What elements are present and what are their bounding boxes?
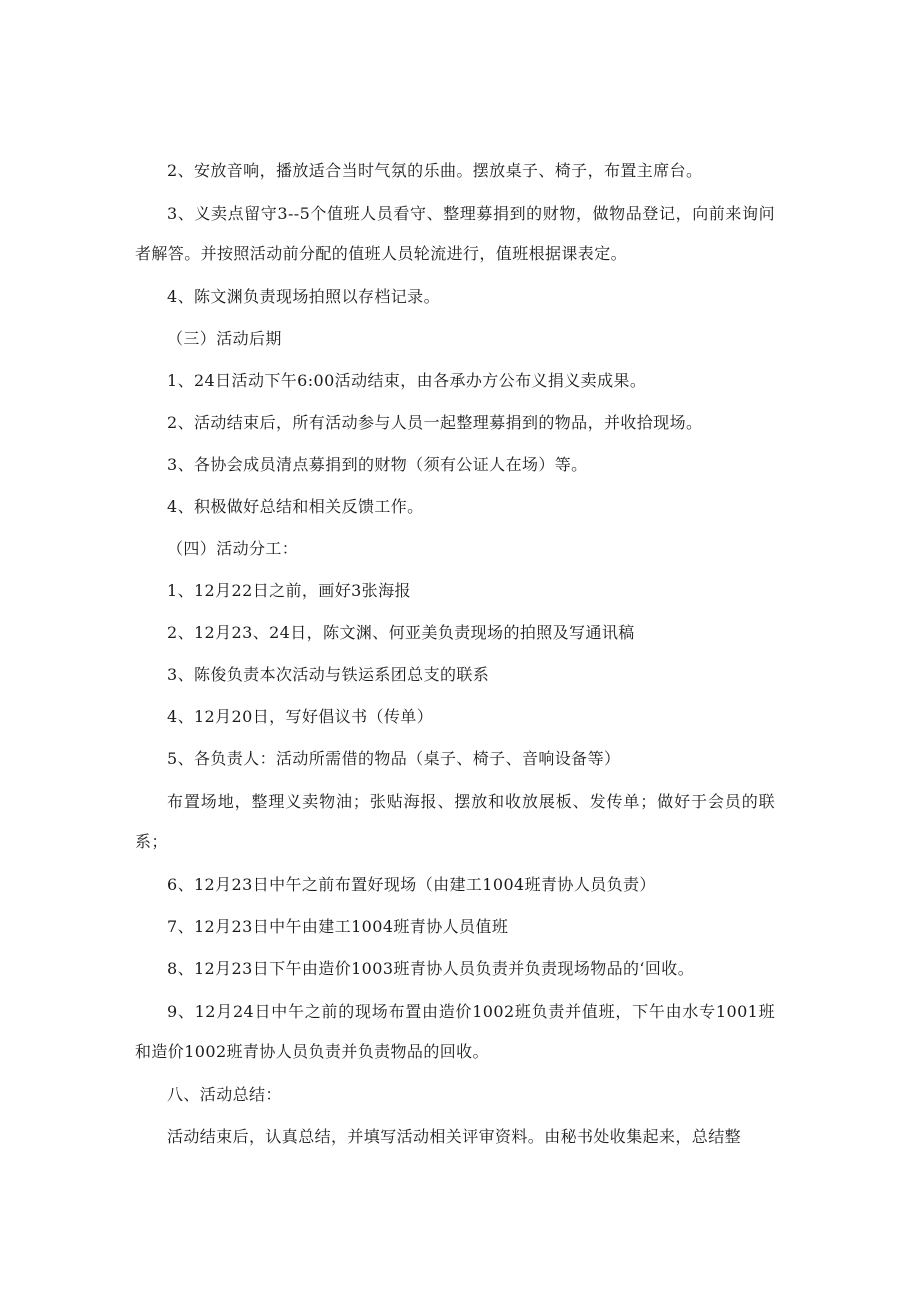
item-setup-before-noon: 6、12月23日中午之前布置好现场（由建工1004班青协人员负责）	[167, 875, 656, 894]
item-noon-duty: 7、12月23日中午由建工1004班青协人员值班	[167, 917, 509, 936]
item-setup-audio: 2、安放音响，播放适合当时气氛的乐曲。摆放桌子、椅子，布置主席台。	[167, 161, 703, 180]
section-heading-summary: 八、活动总结：	[167, 1085, 282, 1104]
item-proposal: 4、12月20日，写好倡议书（传单）	[167, 707, 434, 726]
document-body	[135, 152, 775, 1156]
item-borrowed-items: 5、各负责人：活动所需借的物品（桌子、椅子、音响设备等）	[167, 749, 621, 768]
item-feedback: 4、积极做好总结和相关反馈工作。	[167, 497, 424, 516]
summary-text: 活动结束后，认真总结，并填写活动相关评审资料。由秘书处收集起来，总结整	[167, 1127, 742, 1146]
item-posters: 1、12月22日之前，画好3张海报	[167, 581, 411, 600]
item-activity-end: 1、24日活动下午6:00活动结束，由各承办方公布义捐义卖成果。	[167, 371, 647, 390]
item-count-donations: 3、各协会成员清点募捐到的财物（须有公证人在场）等。	[167, 455, 588, 474]
section-heading-division: （四）活动分工：	[167, 539, 299, 558]
item-dec24-duty: 9、12月24日中午之前的现场布置由造价1002班负责并值班，下午由水专1001班和造价1002班青协人员负责并负责物品的回收。	[135, 1002, 775, 1061]
item-sale-point-staff: 3、义卖点留守3--5个值班人员看守、整理募捐到的财物，做物品登记，向前来询问者解答。并按照活动前分配的值班人员轮流进行，值班根据课表定。	[135, 204, 775, 263]
item-photo-news: 2、12月23、24日，陈文渊、何亚美负责现场的拍照及写通讯稿	[167, 623, 635, 642]
item-photography: 4、陈文渊负责现场拍照以存档记录。	[167, 287, 440, 306]
item-afternoon-recovery: 8、12月23日下午由造价1003班青协人员负责并负责现场物品的‘回收。	[167, 959, 695, 978]
item-venue-layout: 布置场地，整理义卖物油；张贴海报、摆放和收放展板、发传单；做好于会员的联系；	[135, 792, 775, 851]
item-cleanup: 2、活动结束后，所有活动参与人员一起整理募捐到的物品，并收拾现场。	[167, 413, 703, 432]
item-liaison: 3、陈俊负责本次活动与铁运系团总支的联系	[167, 665, 490, 684]
section-heading-late-stage: （三）活动后期	[167, 329, 282, 348]
